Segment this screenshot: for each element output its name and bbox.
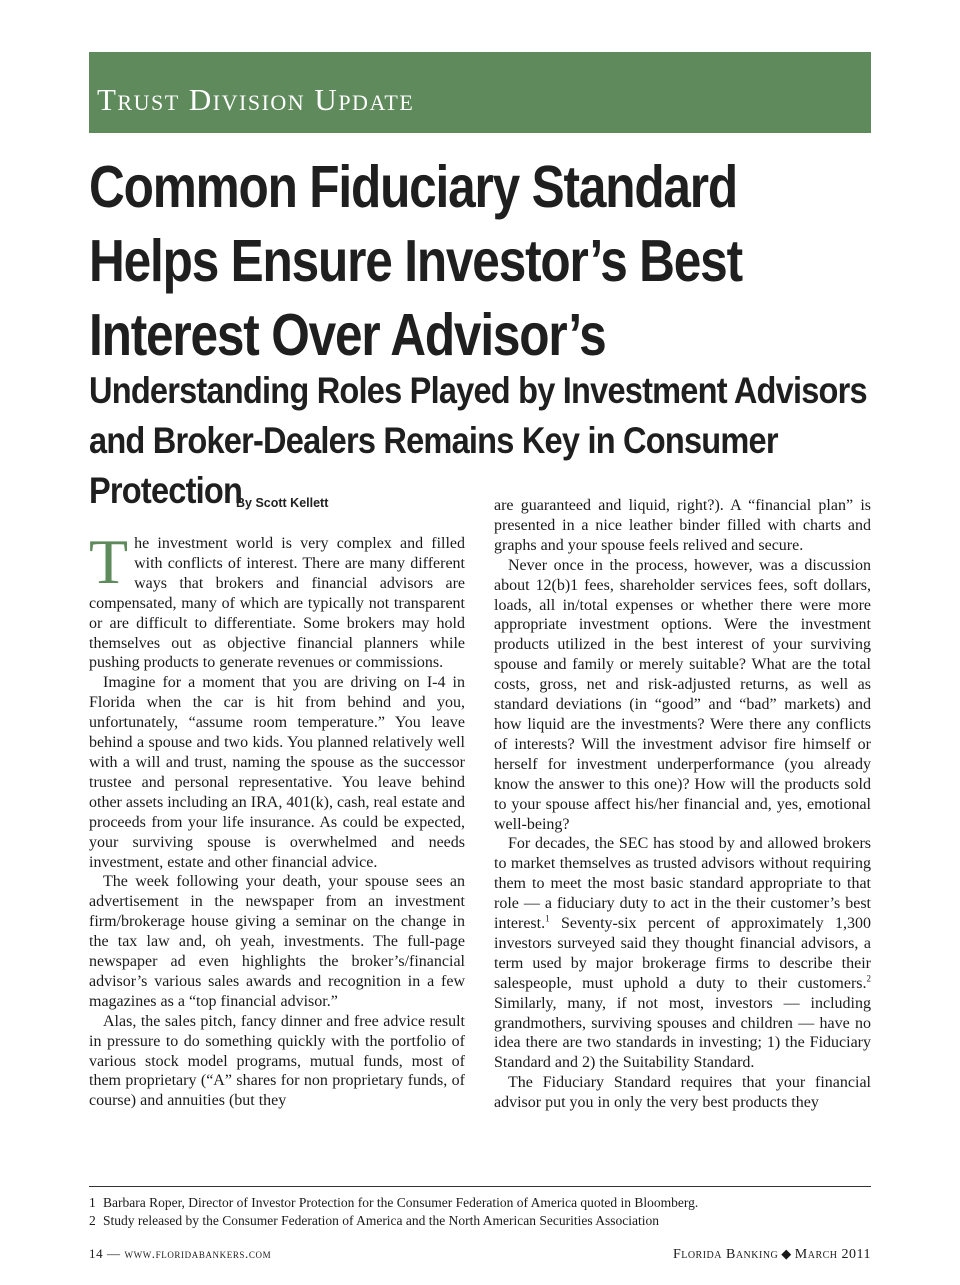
- diamond-icon: ◆: [781, 1246, 792, 1261]
- section-label: Trust Division Update: [97, 82, 415, 117]
- paragraph-8: The Fiduciary Standard requires that your financial advisor put you in only the very best products they: [494, 1074, 871, 1112]
- paragraph-4: Alas, the sales pitch, fancy dinner and free advice result in pressure to do something quickly with the portfolio of various stock model programs, mutual funds, most of them proprietary (“A” shares for non proprietary funds, of course) and annuities (but they: [89, 1012, 465, 1110]
- footnote-2: [89, 1212, 879, 1230]
- byline: By Scott Kellett: [236, 496, 329, 510]
- article-subtitle: Understanding Roles Played by Investment Advisors and Broker-Dealers Remains Key in Consumer Protection: [89, 370, 867, 511]
- footnote-1: [89, 1194, 879, 1212]
- paragraph-1: [89, 526, 465, 673]
- article-title: Common Fiduciary Standard Helps Ensure Investor’s Best Interest Over Advisor’s: [89, 154, 742, 368]
- paragraph-7-text-a: For decades, the SEC has stood by and allowed brokers to market themselves as trusted advisors without requiring them to meet the most basic standard appropriate to that role — a fiduciary duty to act in the their customer’s best interest.: [494, 835, 871, 933]
- paragraph-7-text-c: Similarly, many, if not most, investors — including grandmothers, surviving spouses and children — have no idea there are two standards in investing; 1) the Fiduciary Standard and 2) the Suitability Standard.: [494, 994, 871, 1072]
- footnotes: [89, 1194, 879, 1230]
- paragraph-7: [494, 834, 871, 1073]
- paragraph-2: Imagine for a moment that you are driving on I-4 in Florida when the car is hit from behind and you, unfortunately, “assume room temperature.” You leave behind a spouse and two kids. You planned relatively well with a will and trust, naming the spouse as the successor trustee and personal representative. You leave behind other assets including an IRA, 401(k), cash, real estate and proceeds from your life insurance. As could be expected, your surviving spouse is overwhelmed and needs investment, estate and other financial advice.: [89, 674, 465, 871]
- paragraph-7-text-b: Seventy-six percent of approximately 1,300 investors surveyed said they thought financial advisors, a term used by major brokerage firms to describe their salespeople, must uphold a duty to their customers.: [494, 915, 871, 992]
- paragraph-5: are guaranteed and liquid, right?). A “financial plan” is presented in a nice leather binder filled with charts and graphs and your spouse feels relived and secure.: [494, 497, 871, 554]
- issue-date: March 2011: [794, 1247, 871, 1262]
- drop-cap: T: [89, 526, 129, 597]
- column-left: [89, 526, 465, 1111]
- paragraph-1-text: he investment world is very complex and filled with conflicts of interest. There are many different ways that brokers and financial advisors are compensated, many of which are typically not transparent or are difficult to differentiate. Some brokers may hold themselves out as objective financial planners while pushing products to generate revenues or commissions.: [89, 535, 465, 672]
- publication-name: Florida Banking: [672, 1247, 779, 1262]
- column-right: [494, 496, 871, 1113]
- footnote-number: 1: [89, 1195, 96, 1210]
- section-banner: [89, 52, 871, 133]
- page-footer-right: [673, 1246, 871, 1263]
- footnote-text: Study released by the Consumer Federation of America and the North American Securities Association: [103, 1213, 659, 1228]
- footnote-text: Barbara Roper, Director of Investor Protection for the Consumer Federation of America quoted in Bloomberg.: [103, 1195, 699, 1210]
- paragraph-3: The week following your death, your spouse sees an advertisement in the newspaper from an investment firm/brokerage house giving a seminar on the change in the tax law and, oh yeah, investments. The full-page newspaper ad even highlights the broker’s/financial advisor’s various sales awards and recognition in a few magazines as a “top financial advisor.”: [89, 873, 465, 1010]
- footnote-ref-1: 1: [545, 913, 550, 924]
- footnote-ref-2: 2: [866, 973, 871, 984]
- page-footer-left: 14 — www.floridabankers.com: [89, 1246, 272, 1261]
- footnote-divider: [89, 1186, 871, 1187]
- paragraph-6: Never once in the process, however, was a discussion about 12(b)1 fees, shareholder services fees, soft dollars, loads, all in/total expenses or whether there were more appropriate investment options. Were the investment products utilized in the best interest of your surviving spouse and family or merely suitable? What are the total costs, gross, net and risk-adjusted returns, as well as standard deviations (in “good” and “bad” markets) and how liquid are the investments? Were there any conflicts of interests? Will the investment advisor fire himself or herself for investment underperformance (you already know the answer to this one)? How will the products sold to your spouse affect his/her financial and, yes, emotional well-being?: [494, 556, 871, 833]
- footnote-number: 2: [89, 1213, 96, 1228]
